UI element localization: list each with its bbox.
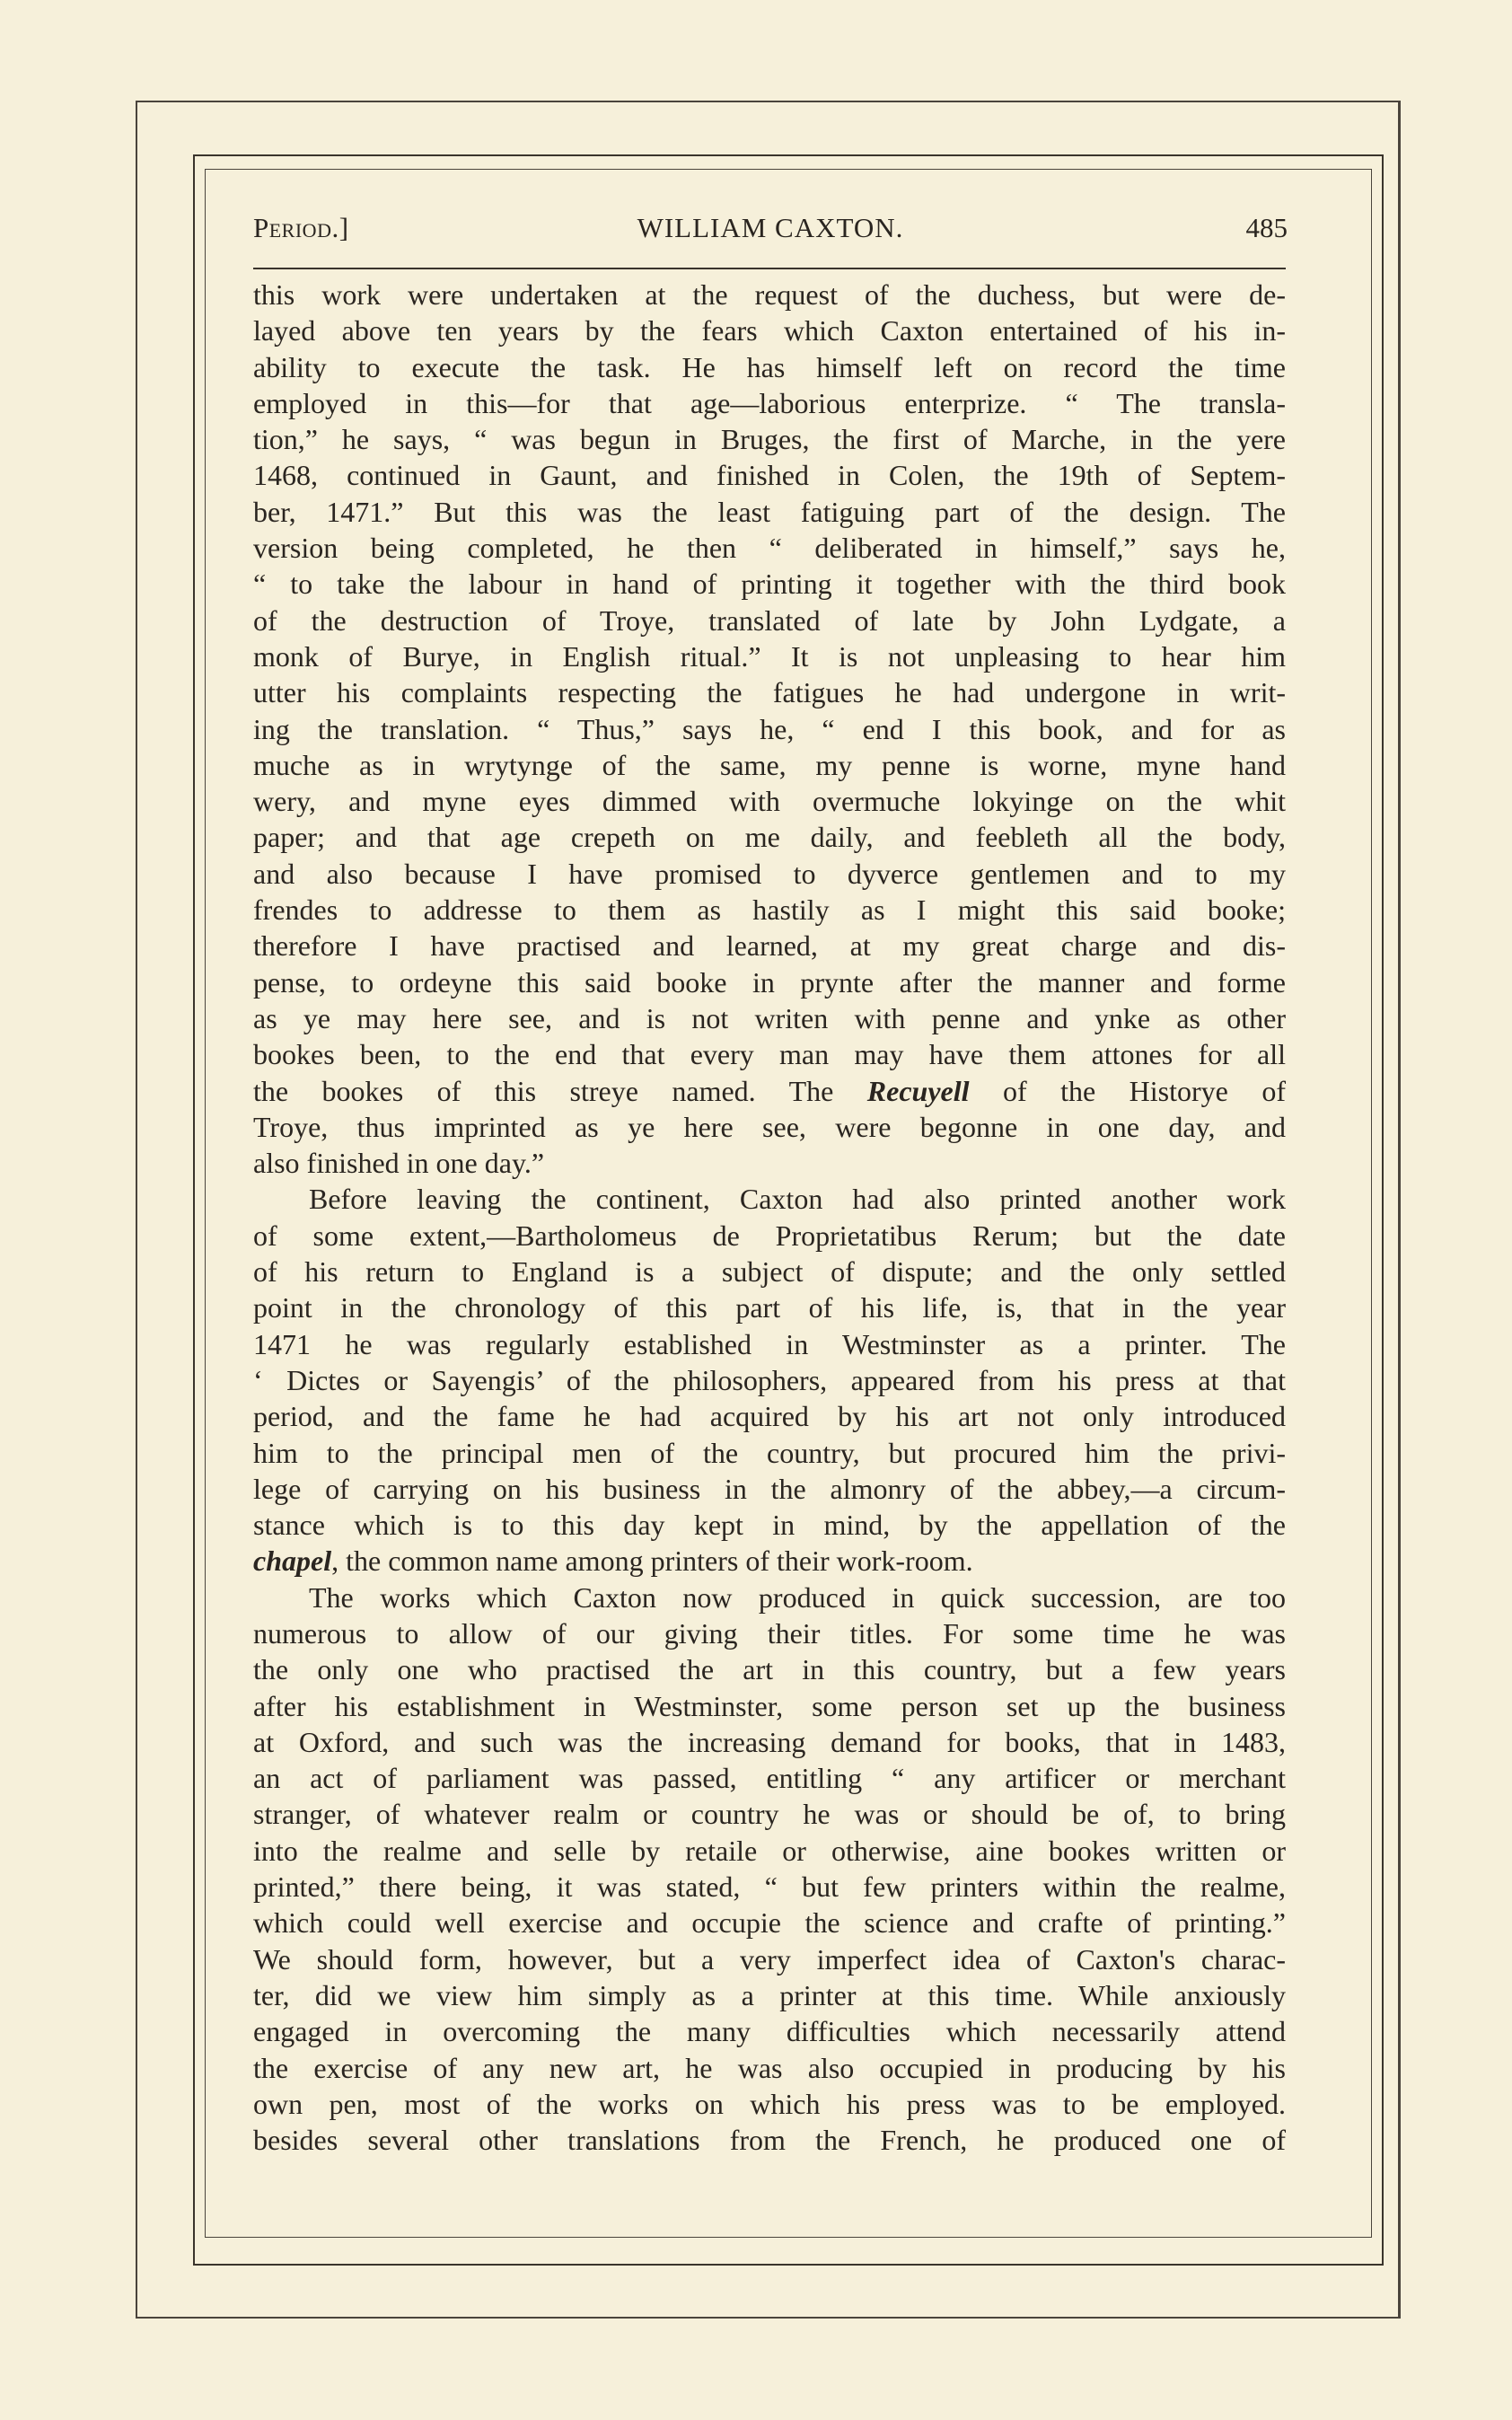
text-line	[253, 747, 1286, 783]
text-span: into the realme and selle by retaile or otherwise, aine bookes written or	[253, 1834, 1286, 1867]
text-span: Before leaving the continent, Caxton had also printed another work	[309, 1183, 1286, 1216]
text-span: also finished in one day.”	[253, 1147, 545, 1180]
text-line	[253, 1326, 1286, 1362]
text-line	[253, 494, 1286, 530]
text-span: monk of Burye, in English ritual.” It is not unpleasing to hear him	[253, 639, 1286, 673]
text-line	[253, 1181, 1286, 1217]
header-rule	[253, 268, 1286, 269]
text-line	[253, 1977, 1286, 2013]
text-span: stance which is to this day kept in mind, by the appellation of the	[253, 1509, 1286, 1542]
italic-text: chapel	[253, 1544, 332, 1578]
text-span: ber, 1471.” But this was the least fatiguing part of the design. The	[253, 495, 1286, 528]
text-line	[253, 1869, 1286, 1905]
text-line	[253, 1724, 1286, 1760]
text-line	[253, 1254, 1286, 1289]
text-span: of the Historye of	[969, 1074, 1287, 1107]
text-span: paper; and that age crepeth on me daily, and feebleth all the body,	[253, 821, 1286, 854]
text-line	[253, 1688, 1286, 1724]
text-line	[253, 1651, 1286, 1687]
text-line	[253, 349, 1286, 385]
text-line	[253, 1036, 1286, 1072]
text-span: , the common name among printers of their work-room.	[331, 1544, 973, 1578]
text-line	[253, 1398, 1286, 1434]
text-line	[253, 638, 1286, 674]
text-line	[253, 457, 1286, 493]
text-span: layed above ten years by the fears which Caxton entertained of his in-	[253, 314, 1286, 348]
text-line	[253, 1905, 1286, 1940]
text-line	[253, 819, 1286, 855]
text-span: and also because I have promised to dyverce gentlemen and to my	[253, 857, 1286, 890]
text-span: which could well exercise and occupie the science and crafte of printing.”	[253, 1906, 1286, 1940]
text-line	[253, 1760, 1286, 1796]
text-line	[253, 312, 1286, 348]
text-line	[253, 277, 1286, 312]
text-line	[253, 2013, 1286, 2049]
text-span: lege of carrying on his business in the almonry of the abbey,—a circum-	[253, 1472, 1286, 1505]
text-line	[253, 1109, 1286, 1145]
text-line	[253, 2122, 1286, 2158]
text-line	[253, 1543, 1286, 1579]
text-line	[253, 964, 1286, 1000]
text-span: wery, and myne eyes dimmed with overmuche lokyinge on the whit	[253, 785, 1286, 818]
text-span: bookes been, to the end that every man may have them attones for all	[253, 1038, 1286, 1071]
text-span: version being completed, he then “ deliberated in himself,” says he,	[253, 532, 1286, 565]
text-span: tion,” he says, “ was begun in Bruges, the first of Marche, in the yere	[253, 423, 1286, 456]
text-line	[253, 530, 1286, 566]
text-span: period, and the fame he had acquired by his art not only introduced	[253, 1400, 1286, 1433]
text-span: own pen, most of the works on which his press was to be employed.	[253, 2087, 1286, 2120]
text-line	[253, 1000, 1286, 1036]
text-span: The works which Caxton now produced in quick succession, are too	[309, 1580, 1286, 1614]
text-line	[253, 711, 1286, 747]
text-span: “ to take the labour in hand of printing it together with the third book	[253, 568, 1286, 601]
text-line	[253, 783, 1286, 819]
text-span: muche as in wrytynge of the same, my penne is worne, myne hand	[253, 748, 1286, 781]
text-span: as ye may here see, and is not writen with penne and ynke as other	[253, 1001, 1286, 1034]
text-span: point in the chronology of this part of his life, is, that in the year	[253, 1291, 1286, 1324]
text-span: therefore I have practised and learned, at my great charge and dis-	[253, 929, 1286, 963]
header-section: Period.]	[253, 212, 349, 243]
text-span: the bookes of this streye named. The	[253, 1074, 867, 1107]
text-line	[253, 674, 1286, 710]
text-line	[253, 892, 1286, 928]
text-line	[253, 385, 1286, 421]
text-span: ability to execute the task. He has himself left on record the time	[253, 350, 1286, 383]
text-span: the exercise of any new art, he was also occupied in producing by his	[253, 2051, 1286, 2084]
text-span: 1468, continued in Gaunt, and finished in Colen, the 19th of Septem-	[253, 459, 1286, 492]
text-span: of some extent,—Bartholomeus de Proprietatibus Rerum; but the date	[253, 1219, 1286, 1252]
text-line	[253, 1435, 1286, 1471]
text-line	[253, 1145, 1286, 1181]
text-line	[253, 1615, 1286, 1651]
text-span: besides several other translations from the French, he produced one of	[253, 2124, 1286, 2157]
text-line	[253, 1471, 1286, 1507]
text-line	[253, 1218, 1286, 1254]
page-number: 485	[1245, 212, 1288, 243]
text-span: after his establishment in Westminster, some person set up the business	[253, 1689, 1286, 1722]
text-line	[253, 1073, 1286, 1109]
text-line	[253, 603, 1286, 638]
text-span: of the destruction of Troye, translated of late by John Lydgate, a	[253, 603, 1286, 637]
text-line	[253, 1941, 1286, 1977]
text-span: numerous to allow of our giving their titles. For some time he was	[253, 1616, 1286, 1650]
italic-text: Recuyell	[866, 1074, 970, 1107]
text-span: employed in this—for that age—laborious enterprize. “ The transla-	[253, 386, 1286, 419]
text-span: the only one who practised the art in this country, but a few years	[253, 1653, 1286, 1686]
text-span: an act of parliament was passed, entitling “ any artificer or merchant	[253, 1762, 1286, 1795]
text-span: printed,” there being, it was stated, “ but few printers within the realme,	[253, 1870, 1286, 1904]
text-line	[253, 1833, 1286, 1869]
header-title: WILLIAM CAXTON.	[637, 212, 904, 243]
text-line	[253, 566, 1286, 602]
text-span: pense, to ordeyne this said booke in prynte after the manner and forme	[253, 965, 1286, 999]
running-header	[253, 212, 1288, 251]
text-span: Troye, thus imprinted as ye here see, were begonne in one day, and	[253, 1110, 1286, 1143]
text-span: engaged in overcoming the many difficulties which necessarily attend	[253, 2015, 1286, 2048]
text-span: We should form, however, but a very imperfect idea of Caxton's charac-	[253, 1942, 1286, 1976]
text-line	[253, 1580, 1286, 1615]
text-line	[253, 1796, 1286, 1832]
text-span: of his return to England is a subject of dispute; and the only settled	[253, 1255, 1286, 1289]
text-span: this work were undertaken at the request of the duchess, but were de-	[253, 278, 1286, 311]
text-span: at Oxford, and such was the increasing demand for books, that in 1483,	[253, 1725, 1286, 1758]
text-line	[253, 928, 1286, 964]
text-line	[253, 1362, 1286, 1398]
text-line	[253, 856, 1286, 892]
text-line	[253, 2050, 1286, 2086]
text-span: ‘ Dictes or Sayengis’ of the philosophers, appeared from his press at that	[253, 1363, 1286, 1396]
text-span: utter his complaints respecting the fatigues he had undergone in writ-	[253, 676, 1286, 709]
body-text	[253, 277, 1286, 2158]
text-line	[253, 1289, 1286, 1325]
text-line	[253, 421, 1286, 457]
text-span: ter, did we view him simply as a printer at this time. While anxiously	[253, 1978, 1286, 2011]
text-line	[253, 1507, 1286, 1543]
text-span: him to the principal men of the country, but procured him the privi-	[253, 1436, 1286, 1469]
text-span: 1471 he was regularly established in Westminster as a printer. The	[253, 1327, 1286, 1360]
text-line	[253, 2086, 1286, 2122]
text-span: frendes to addresse to them as hastily as I might this said booke;	[253, 893, 1286, 927]
text-span: ing the translation. “ Thus,” says he, “ end I this book, and for as	[253, 712, 1286, 745]
text-span: stranger, of whatever realm or country he was or should be of, to bring	[253, 1798, 1286, 1831]
